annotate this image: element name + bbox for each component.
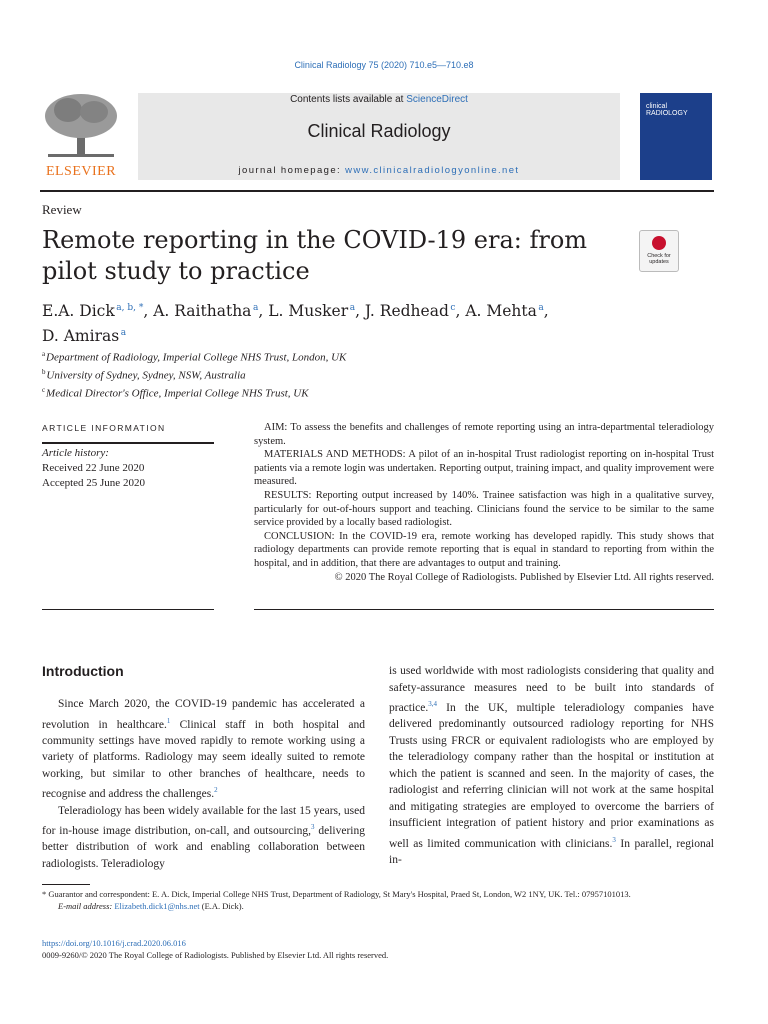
email-suffix: (E.A. Dick). xyxy=(199,901,244,911)
text: Clinical staff in both hospital and community settings have moved rapidly to remote working using a variety of platforms. Radiology may seem ideally suited to remote working, but similar to other branches of healthcare, needs to recognise and address the challenges. xyxy=(42,718,365,801)
paragraph xyxy=(42,696,365,803)
journal-banner xyxy=(138,93,620,180)
author-affil-sup[interactable]: a, b, * xyxy=(116,303,144,313)
article-info-bottom-divider xyxy=(42,609,214,610)
text: Teleradiology has been widely available for the last 15 years, used for in-house image distribution, on-call, and outsourcing, xyxy=(42,804,365,837)
author[interactable]: L. Musker xyxy=(268,302,349,321)
author[interactable]: D. Amiras xyxy=(42,327,120,346)
tree-icon xyxy=(40,92,122,162)
homepage-link[interactable]: www.clinicalradiologyonline.net xyxy=(345,165,520,176)
article-title: Remote reporting in the COVID-19 era: from pilot study to practice xyxy=(42,226,588,285)
article-history xyxy=(42,446,145,491)
author[interactable]: A. Mehta xyxy=(465,302,537,321)
journal-cover-image xyxy=(640,93,712,180)
elsevier-wordmark: ELSEVIER xyxy=(45,164,117,179)
author[interactable]: E.A. Dick xyxy=(42,302,115,321)
body-column-right xyxy=(389,663,714,869)
author-list: E.A. Dick $^{a, b, *}$, A. Raithatha $^a$, L. Musker $^a$, J. Redhead $^c$, A. Mehta $^a$, D. Amiras $^a$ xyxy=(42,302,549,346)
email-label: E-mail address: xyxy=(58,901,115,911)
abstract-methods: MATERIALS AND METHODS: A pilot of an in-hospital Trust radiologist reporting on in-hospital Trust patients via a remote login was undertaken. Reporting output, training impact, and quality improvement were measured. xyxy=(254,449,714,488)
affil-sup: a xyxy=(42,350,46,358)
abstract-conclusion: CONCLUSION: In the COVID-19 era, remote working has developed rapidly. This study shows that radiology departments can provide remote reporting that is equal in standard to reporting from within the hospital, and in addition, that there are advantages to output and training. xyxy=(254,530,714,569)
reference-link[interactable]: 1 xyxy=(166,716,171,725)
footnote xyxy=(42,888,714,912)
article-info-divider xyxy=(42,442,214,444)
contents-line xyxy=(138,93,620,105)
crossmark-label: Check for updates xyxy=(647,253,671,265)
reference-link[interactable]: 3 xyxy=(310,823,315,832)
abstract xyxy=(254,421,714,584)
affil-text: Department of Radiology, Imperial College NHS Trust, London, UK xyxy=(46,351,347,364)
crossmark-icon xyxy=(652,236,666,250)
affiliation xyxy=(42,347,346,365)
affil-text: University of Sydney, Sydney, NSW, Australia xyxy=(46,369,246,382)
journal-citation[interactable]: Clinical Radiology 75 (2020) 710.e5—710.e8 xyxy=(294,60,474,70)
elsevier-logo xyxy=(40,92,122,180)
footnote-divider xyxy=(42,884,90,885)
journal-title: Clinical Radiology xyxy=(307,121,451,141)
author-affil-sup[interactable]: a xyxy=(252,303,259,313)
cover-line2: RADIOLOGY xyxy=(646,110,688,117)
text: In parallel, regional in- xyxy=(389,837,714,867)
body-column-left xyxy=(42,696,365,872)
affil-sup: b xyxy=(42,368,46,377)
section-heading-introduction: Introduction xyxy=(42,663,124,679)
reference-link[interactable]: 3 xyxy=(612,835,616,844)
sciencedirect-link[interactable]: ScienceDirect xyxy=(406,94,468,105)
abstract-aim: AIM: To assess the benefits and challenges of remote reporting using an intra-departmental teleradiology system. xyxy=(254,422,714,447)
issn-copyright: 0009-9260/© 2020 The Royal College of Radiologists. Published by Elsevier Ltd. All rights reserved. xyxy=(42,950,389,960)
header-divider xyxy=(40,190,714,192)
author-affil-sup[interactable]: c xyxy=(450,303,456,313)
journal-homepage xyxy=(138,165,620,176)
affiliation xyxy=(42,383,346,401)
paragraph xyxy=(42,803,365,873)
homepage-prefix: journal homepage: xyxy=(238,165,346,176)
email-line xyxy=(42,900,714,912)
reference-link[interactable]: 3,4 xyxy=(428,700,438,708)
doi-link[interactable]: https://doi.org/10.1016/j.crad.2020.06.016 xyxy=(42,938,186,948)
cover-line1: clinical xyxy=(646,103,668,110)
abstract-copyright: © 2020 The Royal College of Radiologists. Published by Elsevier Ltd. All rights reserved. xyxy=(334,571,714,583)
author-affil-sup[interactable]: a xyxy=(538,303,544,313)
abstract-divider xyxy=(254,609,714,610)
abstract-results: RESULTS: Reporting output increased by 140%. Trainee satisfaction was high in a qualitative survey, particularly for out-of-hours support and teaching. Clinicians found the service to be similar to the same service provided by a locally based radiologist. xyxy=(254,489,714,529)
author-affil-sup[interactable]: a xyxy=(120,328,127,339)
affil-text: Medical Director's Office, Imperial College NHS Trust, UK xyxy=(46,387,309,400)
affiliations xyxy=(42,347,346,401)
section-label: Review xyxy=(42,202,82,217)
paragraph xyxy=(389,663,714,869)
reference-link[interactable]: 2 xyxy=(214,786,218,795)
contents-prefix: Contents lists available at xyxy=(290,94,407,105)
affiliation xyxy=(42,365,346,383)
article-info-heading: ARTICLE INFORMATION xyxy=(42,423,166,433)
correspondence-note: * Guarantor and correspondent: E. A. Dick, Imperial College NHS Trust, Department of Radiology, St Mary's Hospital, Praed St, London, W2 1NY, UK. Tel.: 07957101013. xyxy=(42,889,631,899)
affil-sup: c xyxy=(42,386,46,395)
text: delivering better distribution of work and enabling collaboration between radiologists. Teleradiology xyxy=(42,824,366,870)
author[interactable]: A. Raithatha xyxy=(153,302,252,321)
author[interactable]: J. Redhead xyxy=(364,302,449,321)
text: In the UK, multiple teleradiology companies have delivered predominantly outsourced radiology reporting for NHS Trusts using FRCR or equivalent radiologists who are employed by the teleradiology company rather than the hospital or institution at which the patient is scanned and seen. In the majority of cases, the radiologist and referring clinician will not work at the same hospital and mitigating strategies are employed to overcome the barriers of insufficient integration of patient history and prior examinations as well as limited communication with clinicians. xyxy=(389,701,714,850)
received-date: Received 22 June 2020 xyxy=(42,462,145,474)
accepted-date: Accepted 25 June 2020 xyxy=(42,477,145,489)
text: is used worldwide with most radiologists considering that quality and safety-assurance measures need to be built into standards of practice. xyxy=(389,665,714,714)
email-link[interactable]: Elizabeth.dick1@nhs.net xyxy=(114,901,200,911)
text: Since March 2020, the COVID-19 pandemic has accelerated a revolution in healthcare. xyxy=(42,698,365,731)
check-for-updates-button[interactable] xyxy=(639,230,679,272)
history-label: Article history: xyxy=(42,447,109,459)
author-affil-sup[interactable]: a xyxy=(349,303,356,313)
